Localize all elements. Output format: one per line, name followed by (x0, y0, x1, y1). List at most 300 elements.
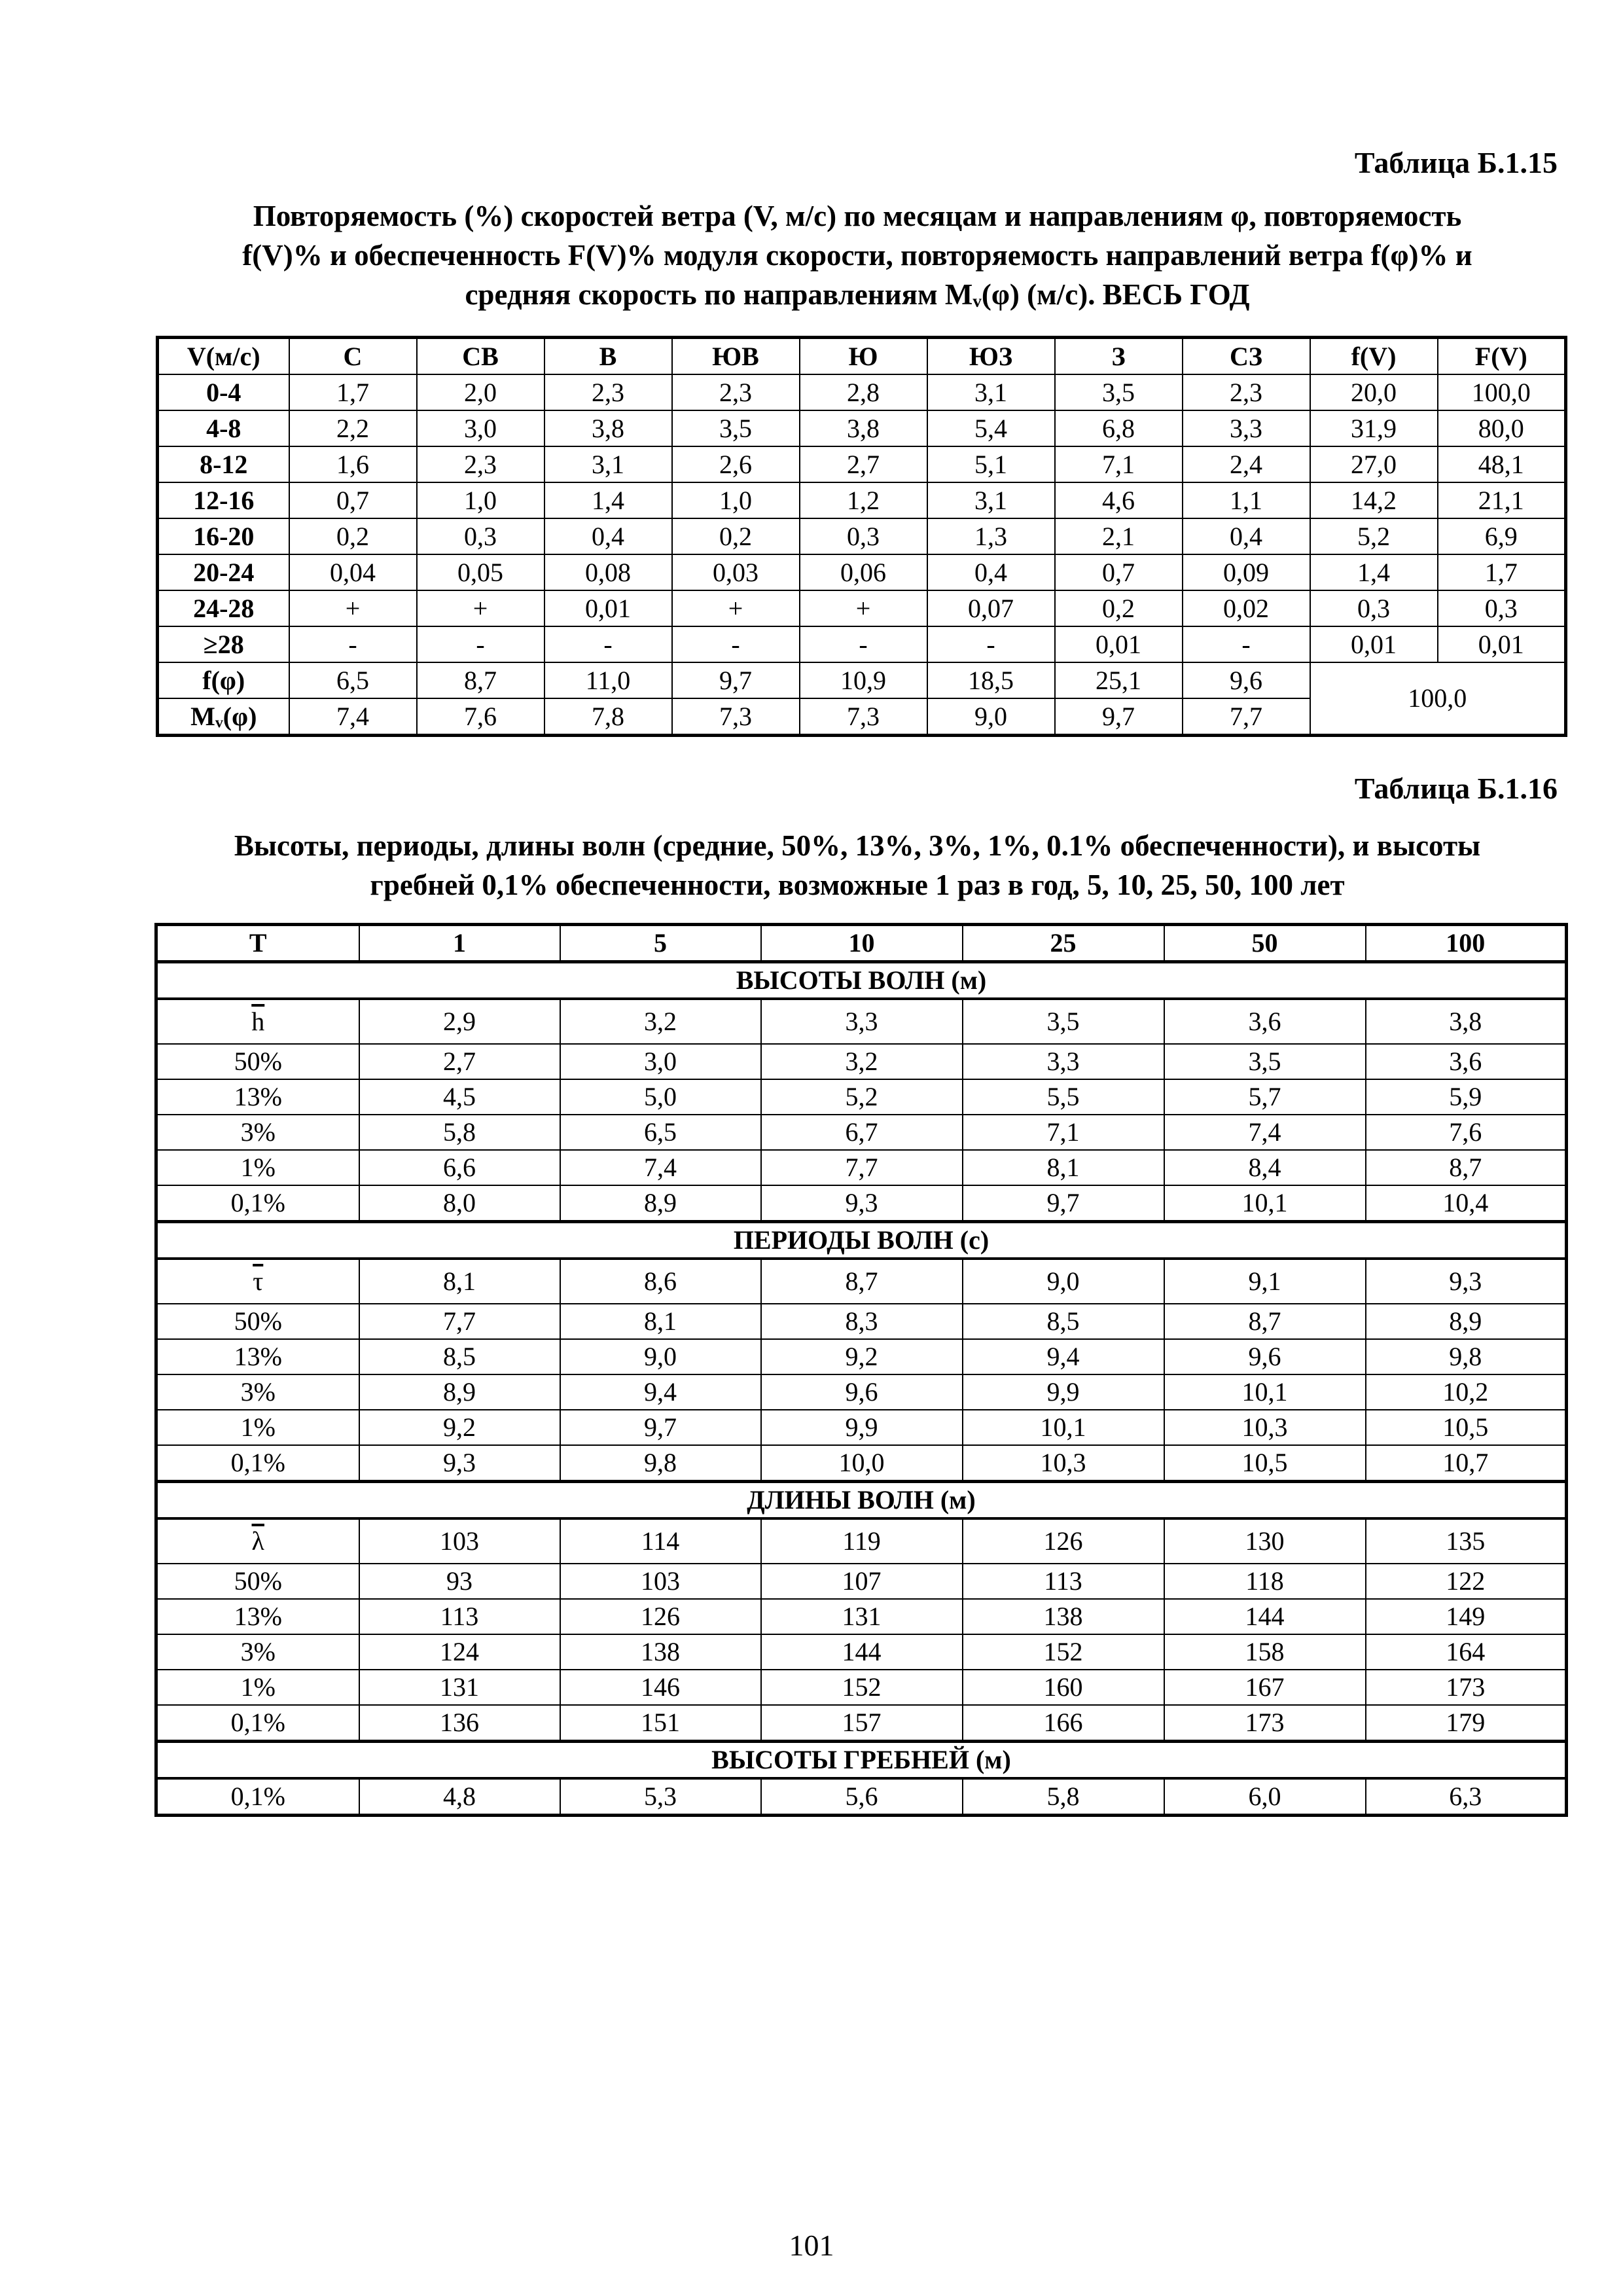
table-cell: 5,1 (927, 446, 1055, 482)
column-header: С (289, 338, 417, 375)
table-cell: 5,4 (927, 410, 1055, 446)
table-cell: 8,7 (1164, 1304, 1366, 1339)
table-cell: 7,4 (560, 1150, 761, 1185)
table-cell: 167 (1164, 1670, 1366, 1705)
row-header: 12-16 (158, 482, 289, 518)
table-cell: 0,2 (1055, 590, 1183, 626)
table-cell: 7,6 (417, 698, 544, 736)
table-cell: 4,5 (359, 1079, 560, 1115)
row-header: 0,1% (156, 1778, 359, 1816)
table-cell: 144 (761, 1634, 963, 1670)
row-header: Mᵥ(φ) (158, 698, 289, 736)
table-cell: 0,4 (927, 554, 1055, 590)
table-row (156, 1044, 1567, 1079)
table-cell: 10,7 (1366, 1445, 1567, 1482)
table-cell: 9,6 (1164, 1339, 1366, 1374)
table-cell: 9,2 (359, 1410, 560, 1445)
table-cell: 179 (1366, 1705, 1567, 1742)
table-cell: - (289, 626, 417, 662)
table-cell: 11,0 (544, 662, 672, 698)
page-number: 101 (789, 2229, 834, 2262)
table-cell: 0,4 (1183, 518, 1310, 554)
table-cell: 1,6 (289, 446, 417, 482)
table-cell: 9,4 (560, 1374, 761, 1410)
table-cell: 9,1 (1164, 1259, 1366, 1304)
table-cell: 14,2 (1310, 482, 1438, 518)
table-row (158, 518, 1566, 554)
table-cell: - (800, 626, 927, 662)
table-cell: 3,2 (560, 999, 761, 1044)
table-row (158, 626, 1566, 662)
column-header: 50 (1164, 925, 1366, 962)
row-header: 20-24 (158, 554, 289, 590)
table-cell: 2,7 (800, 446, 927, 482)
table-cell: 6,0 (1164, 1778, 1366, 1816)
table-cell: 9,2 (761, 1339, 963, 1374)
table-cell: 5,7 (1164, 1079, 1366, 1115)
total-cell: 100,0 (1310, 662, 1566, 736)
table-row (156, 999, 1567, 1044)
table-cell: 173 (1366, 1670, 1567, 1705)
table-cell: 7,3 (800, 698, 927, 736)
table-cell: 8,0 (359, 1185, 560, 1222)
table-cell: 9,0 (560, 1339, 761, 1374)
table-cell: 10,1 (1164, 1374, 1366, 1410)
row-header: 24-28 (158, 590, 289, 626)
table-cell: 113 (359, 1599, 560, 1634)
table-cell: 8,1 (963, 1150, 1164, 1185)
table-cell: 9,9 (761, 1410, 963, 1445)
section-row (156, 1222, 1567, 1259)
table-cell: + (417, 590, 544, 626)
table-cell: 0,7 (1055, 554, 1183, 590)
table-cell: 119 (761, 1518, 963, 1564)
table-cell: 0,3 (800, 518, 927, 554)
table-cell: 157 (761, 1705, 963, 1742)
table-cell: 3,8 (544, 410, 672, 446)
table-cell: 93 (359, 1564, 560, 1599)
table-cell: 8,7 (1366, 1150, 1567, 1185)
row-header: 0-4 (158, 374, 289, 410)
table-cell: 5,3 (560, 1778, 761, 1816)
table-row (156, 1599, 1567, 1634)
table-cell: + (672, 590, 800, 626)
table-cell: 10,1 (1164, 1185, 1366, 1222)
column-header: ЮВ (672, 338, 800, 375)
table-cell: 0,3 (417, 518, 544, 554)
table-cell: 0,3 (1438, 590, 1566, 626)
table-cell: 1,4 (544, 482, 672, 518)
row-header: $\overline{\tau}$ (156, 1259, 359, 1304)
table-cell: 3,8 (1366, 999, 1567, 1044)
column-header: В (544, 338, 672, 375)
table-cell: 152 (761, 1670, 963, 1705)
table-cell: 0,01 (544, 590, 672, 626)
table-cell: 3,2 (761, 1044, 963, 1079)
table-caption (157, 826, 1558, 905)
table-cell: 9,8 (560, 1445, 761, 1482)
row-header: 1% (156, 1410, 359, 1445)
table-cell: 144 (1164, 1599, 1366, 1634)
table-cell: 1,4 (1310, 554, 1438, 590)
table-row (156, 1634, 1567, 1670)
table-row (156, 1304, 1567, 1339)
table-cell: 2,3 (672, 374, 800, 410)
table-cell: 10,3 (963, 1445, 1164, 1482)
table-cell: 2,4 (1183, 446, 1310, 482)
table-cell: 6,5 (289, 662, 417, 698)
row-header: 3% (156, 1115, 359, 1150)
table-cell: 2,9 (359, 999, 560, 1044)
table-cell: 9,7 (963, 1185, 1164, 1222)
table-cell: 151 (560, 1705, 761, 1742)
table-cell: 21,1 (1438, 482, 1566, 518)
table-cell: 7,7 (359, 1304, 560, 1339)
column-header: V(м/с) (158, 338, 289, 375)
table-cell: 5,8 (359, 1115, 560, 1150)
caption-line: Повторяемость (%) скоростей ветра (V, м/с) по месяцам и направлениям φ, повторяемость (253, 200, 1462, 232)
table-row (156, 1150, 1567, 1185)
table-cell: 25,1 (1055, 662, 1183, 698)
table-cell: 0,02 (1183, 590, 1310, 626)
table-cell: 8,1 (359, 1259, 560, 1304)
column-header: СВ (417, 338, 544, 375)
table-cell: 1,2 (800, 482, 927, 518)
table-cell: 5,9 (1366, 1079, 1567, 1115)
column-header: 1 (359, 925, 560, 962)
column-header: 5 (560, 925, 761, 962)
table-cell: 18,5 (927, 662, 1055, 698)
table-cell: 1,3 (927, 518, 1055, 554)
table-cell: 8,5 (963, 1304, 1164, 1339)
table-cell: 2,7 (359, 1044, 560, 1079)
table-cell: 10,4 (1366, 1185, 1567, 1222)
table-cell: 3,1 (544, 446, 672, 482)
table-row (156, 1410, 1567, 1445)
section-row (156, 1742, 1567, 1779)
row-header: 1% (156, 1670, 359, 1705)
table-cell: 3,1 (927, 482, 1055, 518)
table-cell: 3,6 (1366, 1044, 1567, 1079)
table-cell: 9,0 (927, 698, 1055, 736)
table-cell: 8,3 (761, 1304, 963, 1339)
table-cell: 9,6 (1183, 662, 1310, 698)
table-cell: 10,3 (1164, 1410, 1366, 1445)
column-header: T (156, 925, 359, 962)
table-cell: - (672, 626, 800, 662)
table-row (158, 554, 1566, 590)
table-cell: + (289, 590, 417, 626)
table-cell: 2,2 (289, 410, 417, 446)
table-cell: 3,6 (1164, 999, 1366, 1044)
table-cell: - (417, 626, 544, 662)
table-cell: 3,5 (672, 410, 800, 446)
table-row (156, 1564, 1567, 1599)
wind-speed-table (156, 336, 1567, 737)
table-cell: 166 (963, 1705, 1164, 1742)
section-title: ВЫСОТЫ ВОЛН (м) (156, 962, 1567, 999)
section-title: ПЕРИОДЫ ВОЛН (с) (156, 1222, 1567, 1259)
table-cell: 9,3 (359, 1445, 560, 1482)
table-cell: 3,0 (417, 410, 544, 446)
section-title: ДЛИНЫ ВОЛН (м) (156, 1482, 1567, 1519)
column-header: 10 (761, 925, 963, 962)
caption-line: Высоты, периоды, длины волн (средние, 50%, 13%, 3%, 1%, 0.1% обеспеченности), и высоты (234, 829, 1481, 862)
table-cell: 4,6 (1055, 482, 1183, 518)
row-header: 0,1% (156, 1185, 359, 1222)
row-header: 3% (156, 1634, 359, 1670)
row-header: 13% (156, 1339, 359, 1374)
table-cell: 7,6 (1366, 1115, 1567, 1150)
table-cell: 9,6 (761, 1374, 963, 1410)
table-cell: 131 (761, 1599, 963, 1634)
table-cell: 103 (359, 1518, 560, 1564)
table-cell: 8,9 (560, 1185, 761, 1222)
row-header: 50% (156, 1044, 359, 1079)
table-cell: 103 (560, 1564, 761, 1599)
table-cell: 158 (1164, 1634, 1366, 1670)
table-row (156, 1778, 1567, 1816)
table-cell: 136 (359, 1705, 560, 1742)
row-header: 50% (156, 1564, 359, 1599)
table-cell: 7,7 (761, 1150, 963, 1185)
table-cell: 7,1 (963, 1115, 1164, 1150)
table-cell: 146 (560, 1670, 761, 1705)
table-cell: 160 (963, 1670, 1164, 1705)
table-cell: 1,1 (1183, 482, 1310, 518)
table-cell: 10,5 (1164, 1445, 1366, 1482)
table-cell: 0,08 (544, 554, 672, 590)
table-cell: - (1183, 626, 1310, 662)
caption-line: гребней 0,1% обеспеченности, возможные 1 раз в год, 5, 10, 25, 50, 100 лет (370, 869, 1345, 901)
table-row (156, 1079, 1567, 1115)
row-header: 1% (156, 1150, 359, 1185)
table-cell: 0,03 (672, 554, 800, 590)
table-cell: 8,9 (1366, 1304, 1567, 1339)
table-cell: 0,06 (800, 554, 927, 590)
table-cell: 2,0 (417, 374, 544, 410)
table-cell: 0,2 (289, 518, 417, 554)
table-cell: 9,0 (963, 1259, 1164, 1304)
table-cell: 6,6 (359, 1150, 560, 1185)
table-cell: 3,3 (761, 999, 963, 1044)
column-header: З (1055, 338, 1183, 375)
table-cell: 6,5 (560, 1115, 761, 1150)
table-row (156, 1185, 1567, 1222)
table-cell: 0,7 (289, 482, 417, 518)
table-cell: 8,4 (1164, 1150, 1366, 1185)
table-cell: 173 (1164, 1705, 1366, 1742)
table-row (156, 1259, 1567, 1304)
table-cell: 7,4 (1164, 1115, 1366, 1150)
table-cell: 3,0 (560, 1044, 761, 1079)
table-cell: 27,0 (1310, 446, 1438, 482)
column-header: Ю (800, 338, 927, 375)
row-header: 3% (156, 1374, 359, 1410)
table-cell: 9,7 (560, 1410, 761, 1445)
table-cell: 48,1 (1438, 446, 1566, 482)
table-cell: 0,2 (672, 518, 800, 554)
table-cell: 8,6 (560, 1259, 761, 1304)
table-cell: 9,4 (963, 1339, 1164, 1374)
table-row (156, 1339, 1567, 1374)
table-cell: 8,7 (417, 662, 544, 698)
table-cell: 0,07 (927, 590, 1055, 626)
table-cell: 7,3 (672, 698, 800, 736)
column-header: 100 (1366, 925, 1567, 962)
table-cell: 3,3 (1183, 410, 1310, 446)
table-cell: 9,7 (672, 662, 800, 698)
table-row (156, 1670, 1567, 1705)
table-row (158, 410, 1566, 446)
table-cell: 5,8 (963, 1778, 1164, 1816)
column-header: f(V) (1310, 338, 1438, 375)
table-cell: 3,5 (963, 999, 1164, 1044)
table-cell: 0,09 (1183, 554, 1310, 590)
table-cell: 9,3 (761, 1185, 963, 1222)
table-cell: 1,0 (417, 482, 544, 518)
table-cell: 1,0 (672, 482, 800, 518)
section-row (156, 1482, 1567, 1519)
table-cell: 107 (761, 1564, 963, 1599)
table-cell: 6,9 (1438, 518, 1566, 554)
table-row (156, 1115, 1567, 1150)
table-cell: 10,2 (1366, 1374, 1567, 1410)
table-row (158, 374, 1566, 410)
table-cell: 9,7 (1055, 698, 1183, 736)
table-cell: 1,7 (1438, 554, 1566, 590)
table-cell: 5,2 (1310, 518, 1438, 554)
table-row (156, 1374, 1567, 1410)
table-cell: 149 (1366, 1599, 1567, 1634)
table-cell: 114 (560, 1518, 761, 1564)
table-cell: 118 (1164, 1564, 1366, 1599)
table-cell: 122 (1366, 1564, 1567, 1599)
table-cell: 8,5 (359, 1339, 560, 1374)
table-cell: 10,5 (1366, 1410, 1567, 1445)
table-cell: 8,9 (359, 1374, 560, 1410)
table-cell: 113 (963, 1564, 1164, 1599)
column-header: 25 (963, 925, 1164, 962)
row-header: 50% (156, 1304, 359, 1339)
table-cell: 10,9 (800, 662, 927, 698)
table-cell: 0,05 (417, 554, 544, 590)
table-cell: 138 (560, 1634, 761, 1670)
table-cell: 130 (1164, 1518, 1366, 1564)
row-header: $\overline{\lambda}$ (156, 1518, 359, 1564)
table-row (158, 590, 1566, 626)
table-cell: 124 (359, 1634, 560, 1670)
table-cell: 3,3 (963, 1044, 1164, 1079)
row-header: 8-12 (158, 446, 289, 482)
table-cell: 2,3 (417, 446, 544, 482)
table-cell: 0,3 (1310, 590, 1438, 626)
table-cell: 100,0 (1438, 374, 1566, 410)
table-cell: 131 (359, 1670, 560, 1705)
table-cell: 5,2 (761, 1079, 963, 1115)
table-cell: 0,01 (1438, 626, 1566, 662)
column-header: F(V) (1438, 338, 1566, 375)
table-cell: 7,4 (289, 698, 417, 736)
table-row (158, 446, 1566, 482)
table-cell: 7,7 (1183, 698, 1310, 736)
table-cell: 10,1 (963, 1410, 1164, 1445)
wave-parameters-table (154, 923, 1568, 1817)
table-cell: 5,6 (761, 1778, 963, 1816)
table-row (156, 1705, 1567, 1742)
table-cell: 10,0 (761, 1445, 963, 1482)
row-header: 0,1% (156, 1445, 359, 1482)
table-cell: 5,0 (560, 1079, 761, 1115)
table-cell: 2,8 (800, 374, 927, 410)
table-cell: 126 (963, 1518, 1164, 1564)
table-cell: 2,1 (1055, 518, 1183, 554)
table-cell: 164 (1366, 1634, 1567, 1670)
table-cell: 20,0 (1310, 374, 1438, 410)
table-cell: 31,9 (1310, 410, 1438, 446)
table-cell: 9,9 (963, 1374, 1164, 1410)
row-header: 13% (156, 1079, 359, 1115)
row-header: 0,1% (156, 1705, 359, 1742)
table-cell: + (800, 590, 927, 626)
column-header: СЗ (1183, 338, 1310, 375)
column-header: ЮЗ (927, 338, 1055, 375)
table-cell: 6,8 (1055, 410, 1183, 446)
table-row (156, 1518, 1567, 1564)
table-cell: 80,0 (1438, 410, 1566, 446)
table-cell: 0,4 (544, 518, 672, 554)
table-cell: 9,3 (1366, 1259, 1567, 1304)
table-cell: 8,7 (761, 1259, 963, 1304)
table-cell: 126 (560, 1599, 761, 1634)
section-row (156, 962, 1567, 999)
row-header: 13% (156, 1599, 359, 1634)
table-cell: 7,8 (544, 698, 672, 736)
table-label: Таблица Б.1.16 (1354, 772, 1558, 805)
table-cell: 5,5 (963, 1079, 1164, 1115)
section-title: ВЫСОТЫ ГРЕБНЕЙ (м) (156, 1742, 1567, 1779)
table-cell: 0,01 (1055, 626, 1183, 662)
row-header: ≥28 (158, 626, 289, 662)
table-cell: 3,5 (1055, 374, 1183, 410)
table-cell: 8,1 (560, 1304, 761, 1339)
table-cell: 2,6 (672, 446, 800, 482)
table-cell: 4,8 (359, 1778, 560, 1816)
table-cell: - (927, 626, 1055, 662)
table-cell: 0,04 (289, 554, 417, 590)
row-header: 16-20 (158, 518, 289, 554)
table-cell: 3,1 (927, 374, 1055, 410)
table-cell: 3,8 (800, 410, 927, 446)
table-cell: 6,7 (761, 1115, 963, 1150)
row-header: 4-8 (158, 410, 289, 446)
table-cell: 3,5 (1164, 1044, 1366, 1079)
table-cell: 135 (1366, 1518, 1567, 1564)
table-cell: - (544, 626, 672, 662)
caption-line: средняя скорость по направлениям Mᵥ(φ) (м/с). ВЕСЬ ГОД (465, 278, 1250, 311)
table-label: Таблица Б.1.15 (1354, 146, 1558, 179)
row-header: f(φ) (158, 662, 289, 698)
row-header: $\overline{h}$ (156, 999, 359, 1044)
table-cell: 2,3 (544, 374, 672, 410)
table-cell: 6,3 (1366, 1778, 1567, 1816)
table-row (156, 1445, 1567, 1482)
table-cell: 2,3 (1183, 374, 1310, 410)
table-cell: 152 (963, 1634, 1164, 1670)
table-row (158, 482, 1566, 518)
table-caption (157, 196, 1558, 314)
table-cell: 138 (963, 1599, 1164, 1634)
